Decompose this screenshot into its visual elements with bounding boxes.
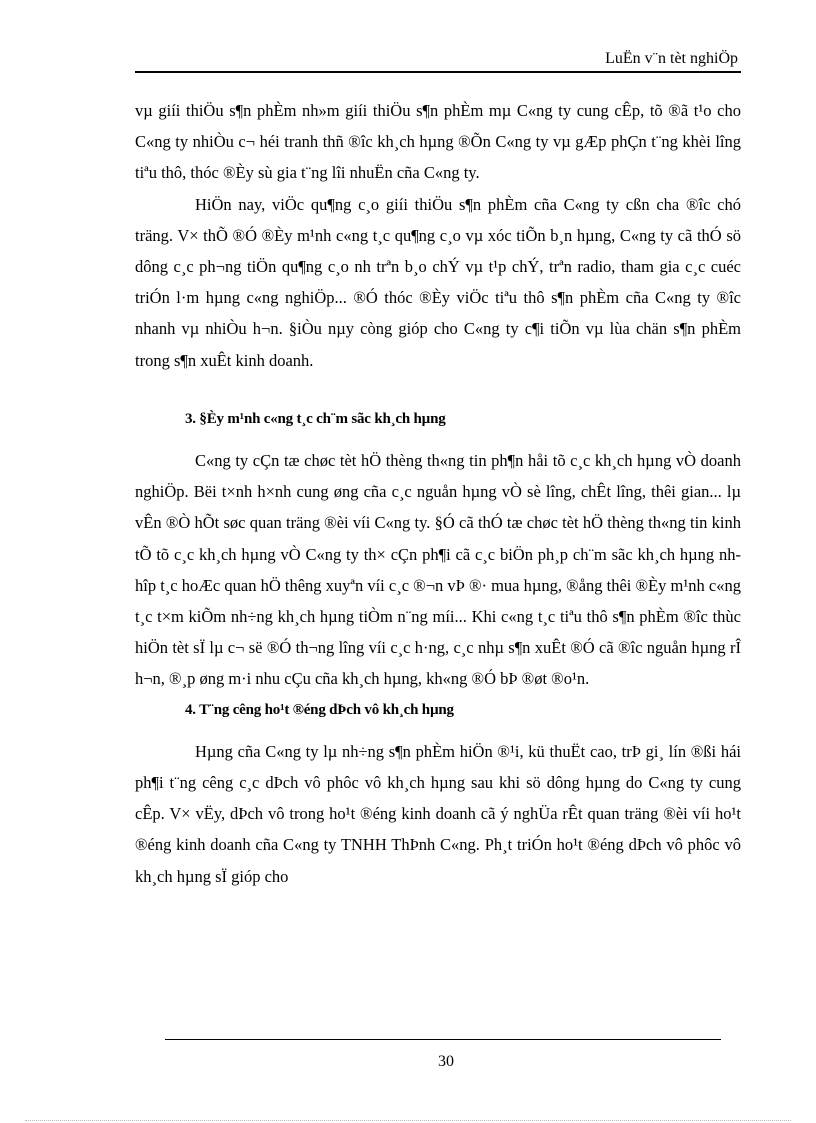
section-heading-3: 3. §Èy m¹nh c«ng t¸c ch¨m sãc kh¸ch hµng <box>185 410 446 427</box>
section-spacer <box>135 376 741 404</box>
page-body <box>135 95 741 892</box>
section-spacer <box>135 726 741 736</box>
section-spacer <box>135 435 741 445</box>
header-rule <box>135 71 741 73</box>
paragraph-1: vµ giíi thiÖu s¶n phÈm nh»m giíi thiÖu s¶n phÈm mµ C«ng ty cung cÊp, tõ ®ã t¹o cho C«ng ty nhiÒu c¬ héi tranh thñ ®îc kh¸ch hµng ®Õn C«ng ty vµ gÆp phÇn t¨ng khèi lîng tiªu thô, thóc ®Èy sù gia t¨ng lîi nhuËn cña C«ng ty. <box>135 101 741 183</box>
paragraph-4: Hµng cña C«ng ty lµ nh÷ng s¶n phÈm hiÖn ®¹i, kü thuËt cao, trÞ gi¸ lín ®ßi hái ph¶i t¨ng cêng c¸c dÞch vô phôc vô kh¸ch hµng sau khi sö dông hµng do C«ng ty cung cÊp. V× vËy, dÞch vô trong ho¹t ®éng kinh doanh cã ý nghÜa rÊt quan träng ®èi víi ho¹t ®éng kinh doanh cña C«ng ty TNHH ThÞnh C«ng. Ph¸t triÓn ho¹t ®éng dÞch vô phôc vô kh¸ch hµng sÏ gióp cho <box>135 741 741 886</box>
section-heading-4: 4. T¨ng cêng ho¹t ®éng dÞch vô kh¸ch hµng <box>185 701 454 718</box>
paragraph-3: C«ng ty cÇn tæ chøc tèt hÖ thèng th«ng tin ph¶n håi tõ c¸c kh¸ch hµng vÒ doanh nghiÖp. Bëi t×nh h×nh cung øng cña c¸c nguån hµng vÒ sè lîng, chÊt lîng, thêi gian... lµ vÊn ®Ò hÕt søc quan träng ®èi víi C«ng ty. §Ó cã thÓ tæ chøc tèt hÖ thèng th«ng tin kinh tÕ tõ c¸c kh¸ch hµng vÒ C«ng ty th× cÇn ph¶i cã c¸c biÖn ph¸p ch¨m sãc kh¸ch hµng nh hîp t¸c hoÆc quan hÖ thêng xuyªn víi c¸c ®¬n vÞ ®· mua hµng, ®ång thêi ®Èy m¹nh c«ng t¸c t×m kiÕm nh÷ng kh¸ch hµng tiÒm n¨ng míi... Khi c«ng t¸c tiªu thô s¶n phÈm ®îc thùc hiÖn tèt sÏ lµ c¬ së ®Ó th¬ng lîng víi c¸c h·ng, c¸c nhµ s¶n xuÊt ®Ó cã ®îc nguån hµng rÎ h¬n, ®¸p øng m·i nhu cÇu cña kh¸ch hµng, kh«ng ®Ó bÞ ®øt ®o¹n. <box>135 451 741 689</box>
page-edge-divider <box>25 1120 791 1121</box>
paragraph-2: HiÖn nay, viÖc qu¶ng c¸o giíi thiÖu s¶n phÈm cña C«ng ty cßn cha ®îc chó träng. V× thÕ ®Ó ®Èy m¹nh c«ng t¸c qu¶ng c¸o vµ xóc tiÕn b¸n hµng, C«ng ty cã thÓ sö dông c¸c ph¬ng tiÖn qu¶ng c¸o nh trªn b¸o chÝ vµ t¹p chÝ, trªn radio, tham gia c¸c cuéc triÓn l·m hµng c«ng nghiÖp... ®Ó thóc ®Èy viÖc tiªu thô s¶n phÈm cña C«ng ty ®îc nhanh vµ nhiÒu h¬n. §iÒu nµy còng gióp cho C«ng ty c¶i tiÕn vµ lùa chän s¶n phÈm trong s¶n xuÊt kinh doanh. <box>135 194 741 370</box>
header-title: LuËn v¨n tèt nghiÖp <box>605 50 738 67</box>
page-number: 30 <box>438 1053 454 1070</box>
footer-rule <box>165 1039 721 1040</box>
